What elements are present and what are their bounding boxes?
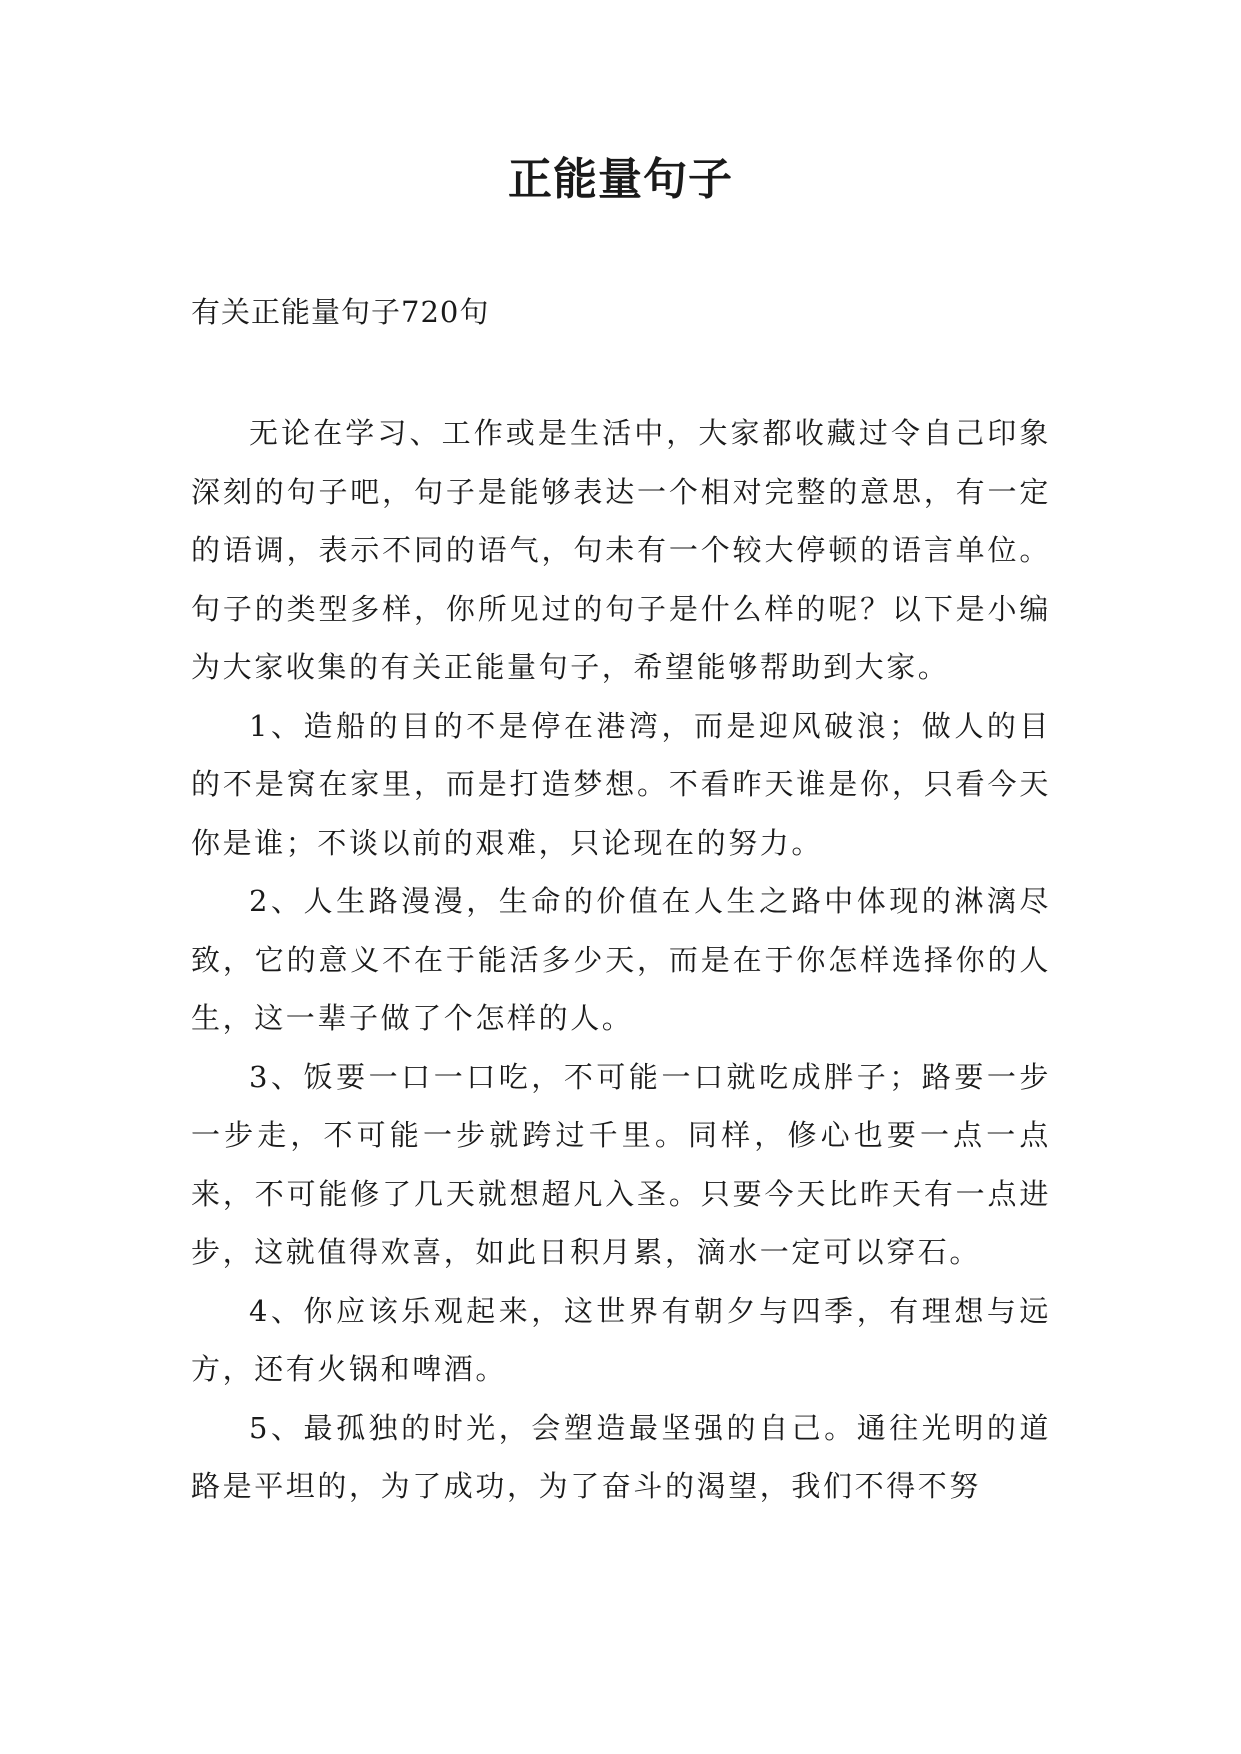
sentence-paragraph-5: 5、最孤独的时光，会塑造最坚强的自己。通往光明的道路是平坦的，为了成功，为了奋斗的渴望，我们不得不努 [191,1410,1051,1503]
document-body [191,404,1051,1516]
sentence-paragraph-2: 2、人生路漫漫，生命的价值在人生之路中体现的淋漓尽致，它的意义不在于能活多少天，而是在于你怎样选择你的人生，这一辈子做了个怎样的人。 [191,884,1051,1035]
sentence-paragraph-1: 1、造船的目的不是停在港湾，而是迎风破浪；做人的目的不是窝在家里，而是打造梦想。不看昨天谁是你，只看今天你是谁；不谈以前的艰难，只论现在的努力。 [191,708,1051,860]
document-subtitle: 有关正能量句子720句 [191,295,490,329]
document-title: 正能量句子 [508,154,733,205]
intro-paragraph: 无论在学习、工作或是生活中，大家都收藏过令自己印象深刻的句子吧，句子是能够表达一个相对完整的意思，有一定的语调，表示不同的语气，句未有一个较大停顿的语言单位。句子的类型多样，你所见过的句子是什么样的呢？以下是小编为大家收集的有关正能量句子，希望能够帮助到大家。 [191,416,1051,684]
sentence-paragraph-3: 3、饭要一口一口吃，不可能一口就吃成胖子；路要一步一步走，不可能一步就跨过千里。同样，修心也要一点一点来，不可能修了几天就想超凡入圣。只要今天比昨天有一点进步，这就值得欢喜，如此日积月累，滴水一定可以穿石。 [191,1059,1051,1269]
sentence-paragraph-4: 4、你应该乐观起来，这世界有朝夕与四季，有理想与远方，还有火锅和啤酒。 [191,1293,1051,1386]
